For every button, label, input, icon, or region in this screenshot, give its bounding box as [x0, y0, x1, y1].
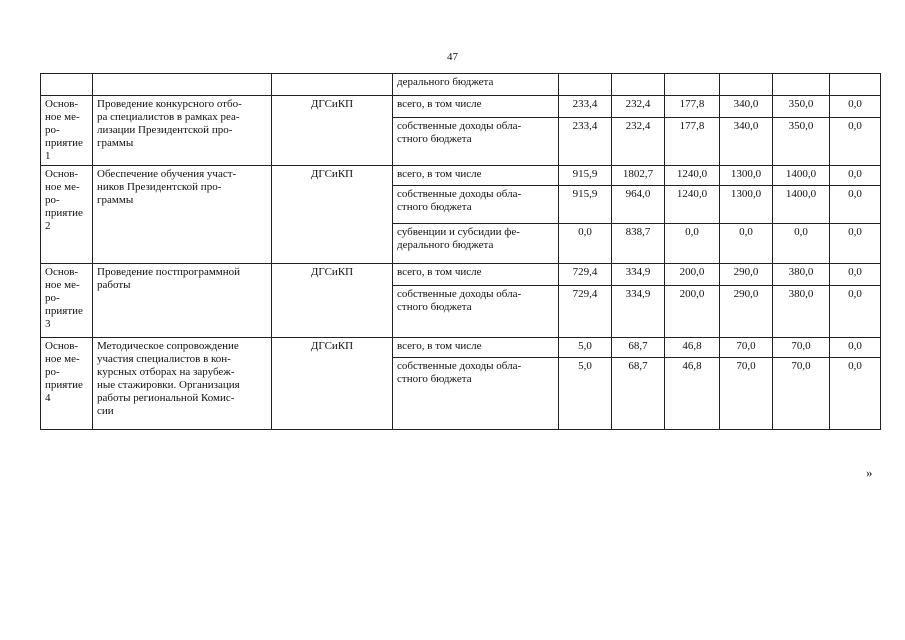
- value-cell: 0,0: [830, 224, 881, 264]
- value-cell: [720, 74, 773, 96]
- value-cell: 200,0: [665, 264, 720, 286]
- value-cell: 0,0: [720, 224, 773, 264]
- activity-label-cell: [41, 74, 93, 96]
- value-cell: 1400,0: [773, 166, 830, 186]
- funding-source-cell: всего, в том числе: [393, 338, 559, 358]
- value-cell: 233,4: [559, 117, 612, 165]
- value-cell: 340,0: [720, 117, 773, 165]
- value-cell: 0,0: [830, 358, 881, 430]
- value-cell: 915,9: [559, 166, 612, 186]
- value-cell: [612, 74, 665, 96]
- value-cell: 200,0: [665, 286, 720, 338]
- value-cell: 68,7: [612, 358, 665, 430]
- value-cell: 232,4: [612, 117, 665, 165]
- table-row: [41, 264, 881, 286]
- activity-name-cell: Проведение постпрограммной работы: [93, 264, 272, 338]
- executor-cell: ДГСиКП: [272, 264, 393, 338]
- activity-name-cell: Обеспечение обучения участ- ников Президентской про- граммы: [93, 166, 272, 264]
- value-cell: 380,0: [773, 286, 830, 338]
- activity-name-cell: Проведение конкурсного отбо- ра специалистов в рамках реа- лизации Президентской про- граммы: [93, 96, 272, 166]
- value-cell: 1240,0: [665, 166, 720, 186]
- value-cell: 380,0: [773, 264, 830, 286]
- value-cell: 334,9: [612, 264, 665, 286]
- value-cell: 70,0: [720, 358, 773, 430]
- value-cell: 964,0: [612, 186, 665, 224]
- page-number: 47: [447, 51, 458, 63]
- value-cell: 0,0: [665, 224, 720, 264]
- value-cell: 350,0: [773, 117, 830, 165]
- funding-source-cell: всего, в том числе: [393, 96, 559, 118]
- funding-source-cell: субвенции и субсидии фе- дерального бюджета: [393, 224, 559, 264]
- value-cell: 838,7: [612, 224, 665, 264]
- value-cell: 0,0: [773, 224, 830, 264]
- activity-label-cell: Основ- ное ме- ро- приятие 3: [41, 264, 93, 338]
- funding-source-cell: собственные доходы обла- стного бюджета: [393, 117, 559, 165]
- funding-source-cell: собственные доходы обла- стного бюджета: [393, 186, 559, 224]
- value-cell: 177,8: [665, 117, 720, 165]
- value-cell: 70,0: [720, 338, 773, 358]
- funding-source-cell: собственные доходы обла- стного бюджета: [393, 358, 559, 430]
- activity-name-cell: [93, 74, 272, 96]
- value-cell: 1240,0: [665, 186, 720, 224]
- activity-label-cell: Основ- ное ме- ро- приятие 2: [41, 166, 93, 264]
- activity-name-cell: Методическое сопровождение участия специалистов в кон- курсных отборах на зарубеж- ные стажировки. Организация работы региональной Комис- сии: [93, 338, 272, 430]
- value-cell: 0,0: [830, 117, 881, 165]
- closing-quote-mark: »: [866, 465, 873, 480]
- table-row: [41, 74, 881, 96]
- value-cell: 46,8: [665, 358, 720, 430]
- activity-label-cell: Основ- ное ме- ро- приятие 4: [41, 338, 93, 430]
- executor-cell: ДГСиКП: [272, 338, 393, 430]
- value-cell: 915,9: [559, 186, 612, 224]
- funding-source-cell: собственные доходы обла- стного бюджета: [393, 286, 559, 338]
- value-cell: 340,0: [720, 96, 773, 118]
- value-cell: 334,9: [612, 286, 665, 338]
- value-cell: [830, 74, 881, 96]
- value-cell: 350,0: [773, 96, 830, 118]
- value-cell: 729,4: [559, 286, 612, 338]
- value-cell: 1300,0: [720, 166, 773, 186]
- value-cell: 233,4: [559, 96, 612, 118]
- value-cell: [773, 74, 830, 96]
- table-row: [41, 166, 881, 186]
- executor-cell: ДГСиКП: [272, 166, 393, 264]
- value-cell: 0,0: [830, 264, 881, 286]
- value-cell: 177,8: [665, 96, 720, 118]
- value-cell: 0,0: [830, 338, 881, 358]
- value-cell: 0,0: [830, 96, 881, 118]
- table-body: [41, 74, 881, 430]
- value-cell: [665, 74, 720, 96]
- value-cell: 0,0: [559, 224, 612, 264]
- value-cell: 1300,0: [720, 186, 773, 224]
- table-row: [41, 338, 881, 358]
- value-cell: 5,0: [559, 358, 612, 430]
- value-cell: 729,4: [559, 264, 612, 286]
- table-row: [41, 96, 881, 118]
- executor-cell: [272, 74, 393, 96]
- value-cell: 68,7: [612, 338, 665, 358]
- value-cell: 70,0: [773, 358, 830, 430]
- executor-cell: ДГСиКП: [272, 96, 393, 166]
- value-cell: 0,0: [830, 166, 881, 186]
- value-cell: 5,0: [559, 338, 612, 358]
- budget-table: [40, 73, 881, 430]
- value-cell: 1802,7: [612, 166, 665, 186]
- activity-label-cell: Основ- ное ме- ро- приятие 1: [41, 96, 93, 166]
- value-cell: 0,0: [830, 286, 881, 338]
- value-cell: 232,4: [612, 96, 665, 118]
- value-cell: 290,0: [720, 264, 773, 286]
- value-cell: 0,0: [830, 186, 881, 224]
- value-cell: 1400,0: [773, 186, 830, 224]
- value-cell: 46,8: [665, 338, 720, 358]
- value-cell: 290,0: [720, 286, 773, 338]
- funding-source-cell: всего, в том числе: [393, 166, 559, 186]
- value-cell: [559, 74, 612, 96]
- funding-source-cell: всего, в том числе: [393, 264, 559, 286]
- value-cell: 70,0: [773, 338, 830, 358]
- funding-source-cell: дерального бюджета: [393, 74, 559, 96]
